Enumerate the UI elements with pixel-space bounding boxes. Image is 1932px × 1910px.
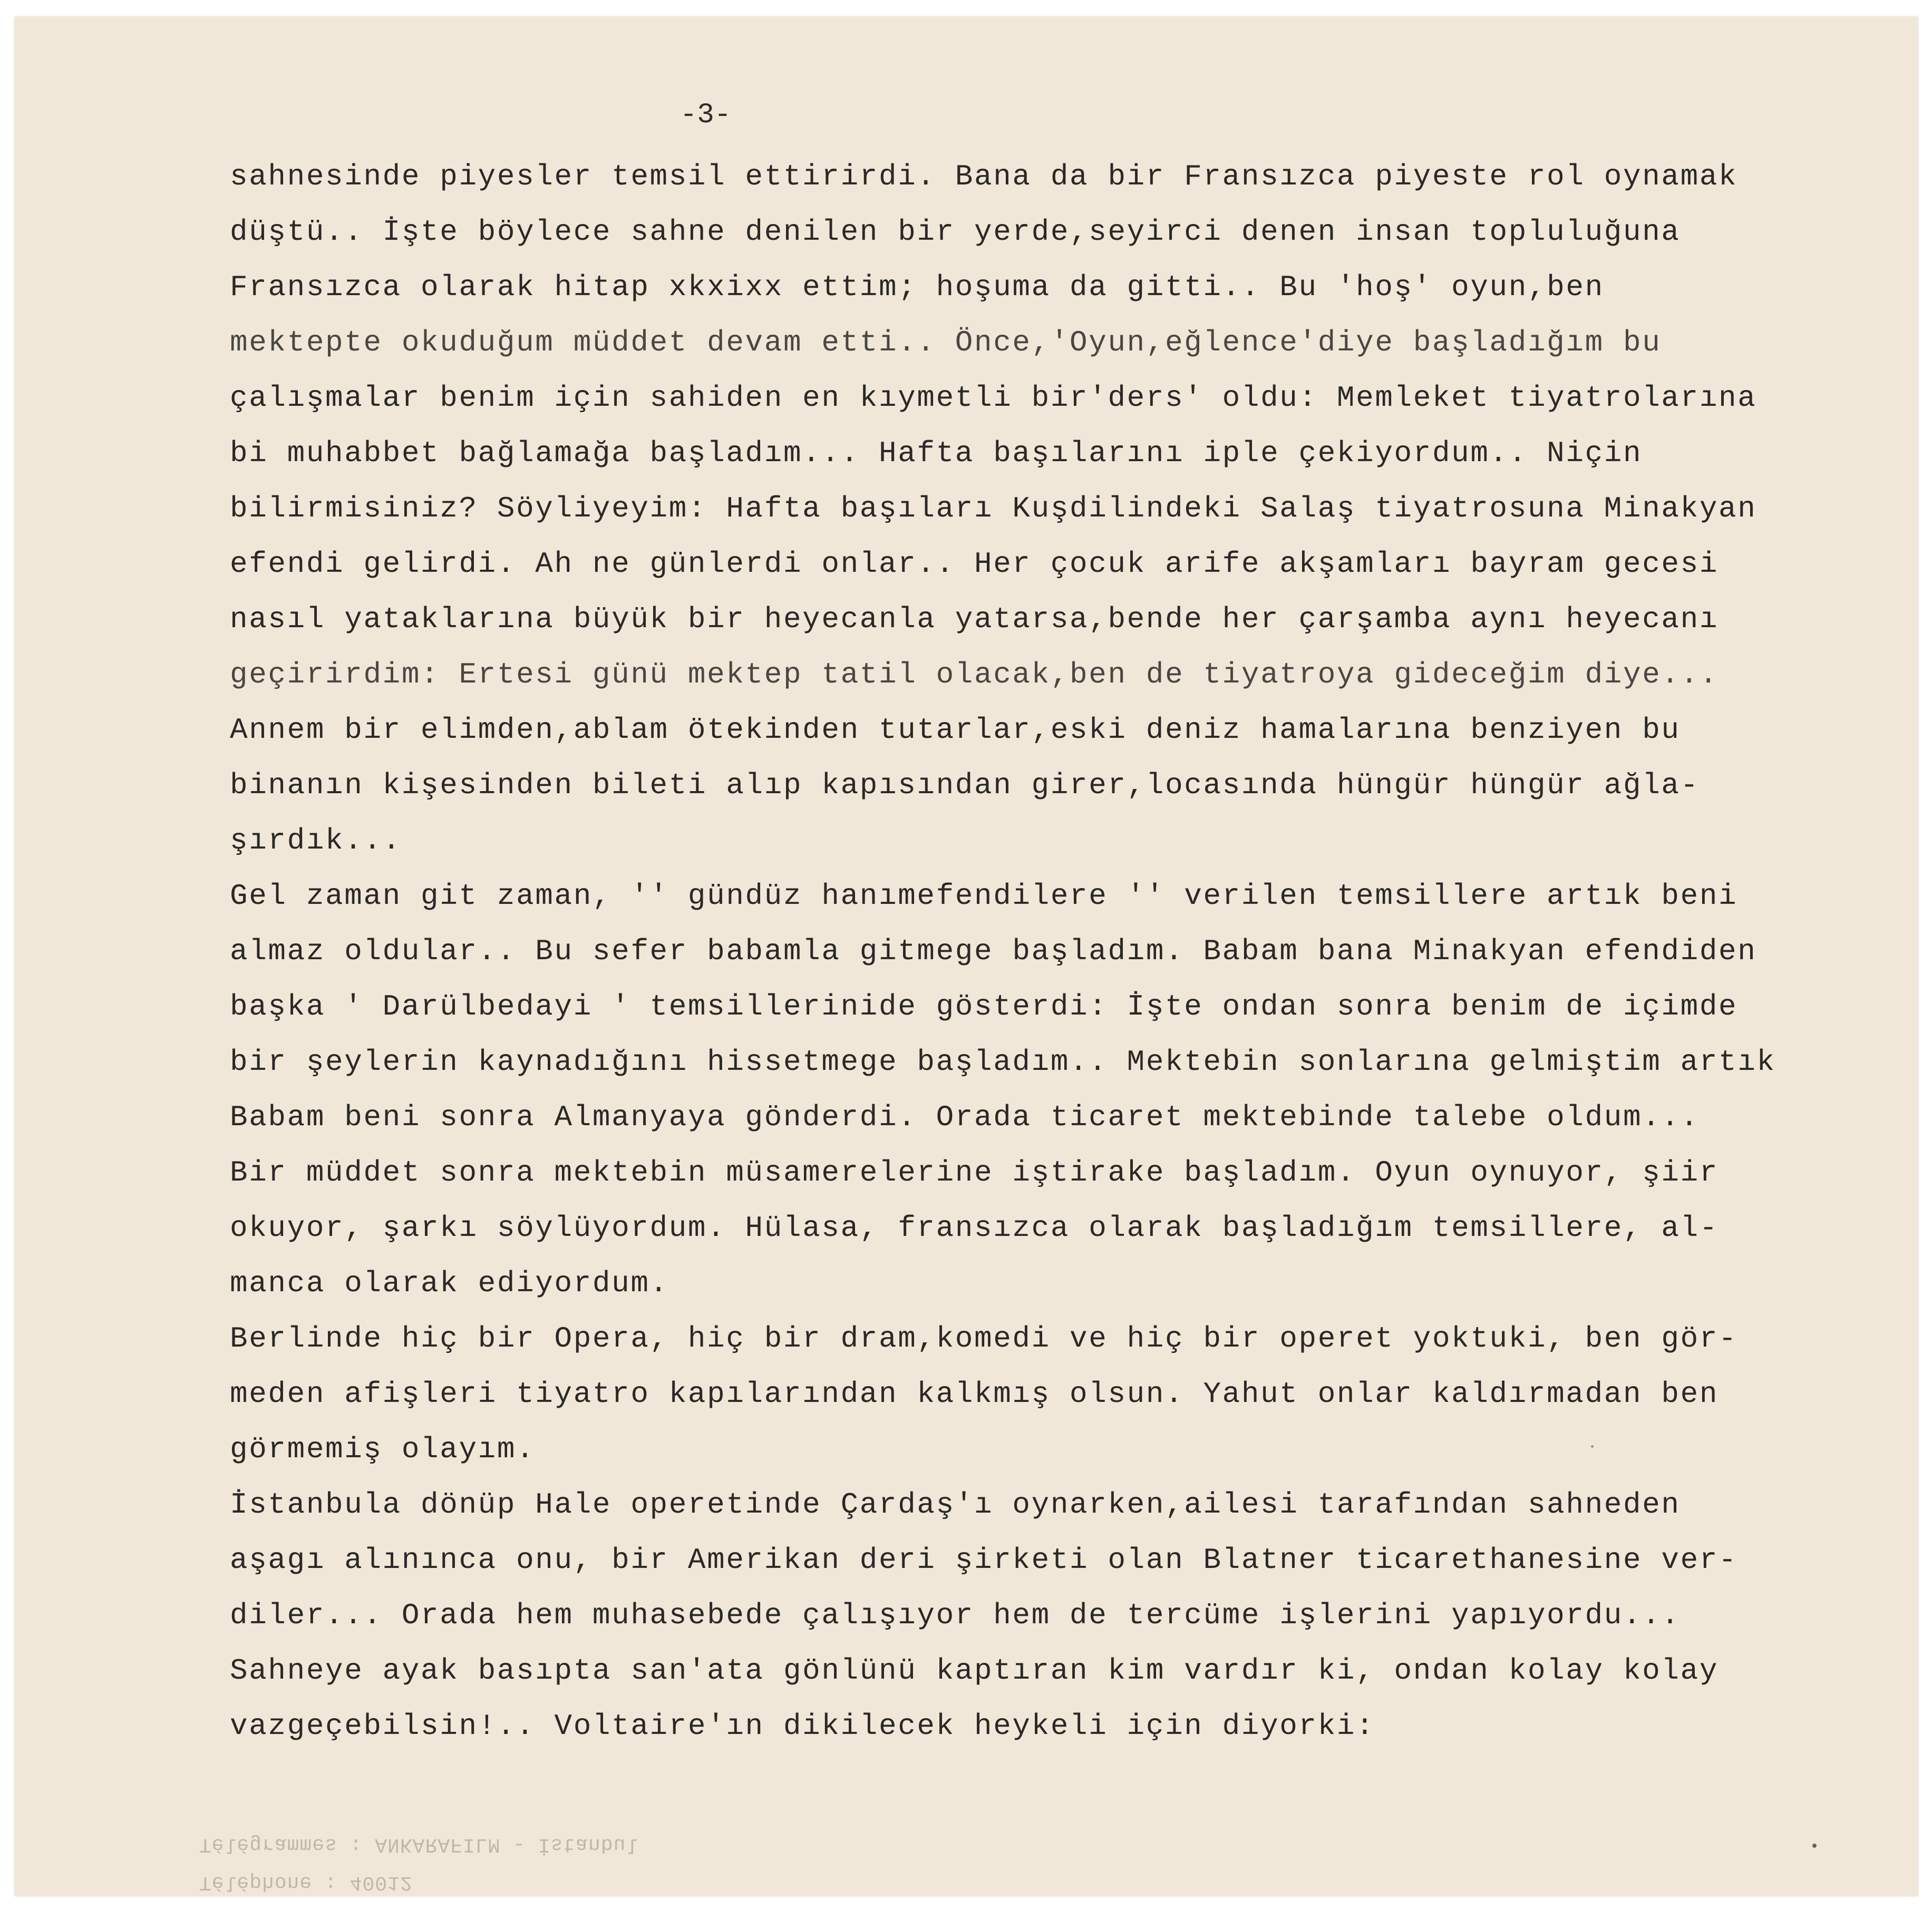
text-line: diler... Orada hem muhasebede çalışıyor hem de tercüme işlerini yapıyordu... <box>230 1599 1681 1632</box>
text-line: nasıl yataklarına büyük bir heyecanla yatarsa,bende her çarşamba aynı heyecanı <box>230 602 1719 636</box>
text-line: bir şeylerin kaynadığını hissetmege başladım.. Mektebin sonlarına gelmiştim artık <box>230 1045 1776 1079</box>
letterhead-telegram: Télégrammes : ANKARAFILM - İstanbul <box>199 1833 639 1856</box>
page-number: -3- <box>680 99 732 131</box>
text-line: manca olarak ediyordum. <box>230 1266 669 1300</box>
text-line: Gel zaman git zaman, '' gündüz hanımefendilere '' verilen temsillere artık beni <box>230 879 1738 913</box>
text-line: vazgeçebilsin!.. Voltaire'ın dikilecek heykeli için diyorki: <box>230 1709 1375 1743</box>
text-line: meden afişleri tiyatro kapılarından kalkmış olsun. Yahut onlar kaldırmadan ben <box>230 1377 1719 1411</box>
text-line: görmemiş olayım. <box>230 1432 536 1466</box>
text-line: bilirmisiniz? Söyliyeyim: Hafta başıları Kuşdilindeki Salaş tiyatrosuna Minakyan <box>230 492 1757 525</box>
text-line: geçirirdim: Ertesi günü mektep tatil olacak,ben de tiyatroya gideceğim diye... <box>230 658 1719 691</box>
ink-speck <box>1591 1445 1594 1448</box>
text-line: başka ' Darülbedayi ' temsillerinide gösterdi: İşte ondan sonra benim de içimde <box>230 990 1738 1024</box>
text-line: aşagı alınınca onu, bir Amerikan deri şirketi olan Blatner ticarethanesine ver- <box>230 1543 1738 1577</box>
text-line: Annem bir elimden,ablam ötekinden tutarlar,eski deniz hamalarına benziyen bu <box>230 713 1681 747</box>
text-line: Berlinde hiç bir Opera, hiç bir dram,komedi ve hiç bir operet yoktuki, ben gör- <box>230 1322 1738 1356</box>
text-line: düştü.. İşte böylece sahne denilen bir yerde,seyirci denen insan topluluğuna <box>230 215 1681 249</box>
text-line: mektepte okuduğum müddet devam etti.. Önce,'Oyun,eğlence'diye başladığım bu <box>230 326 1662 359</box>
text-line: bi muhabbet bağlamağa başladım... Hafta başılarını iple çekiyordum.. Niçin <box>230 436 1643 470</box>
text-line: Babam beni sonra Almanyaya gönderdi. Orada ticaret mektebinde talebe oldum... <box>230 1100 1700 1134</box>
text-line: okuyor, şarkı söylüyordum. Hülasa, fransızca olarak başladığım temsillere, al- <box>230 1211 1719 1245</box>
text-line: binanın kişesinden bileti alıp kapısından girer,locasında hüngür hüngür ağla- <box>230 768 1700 802</box>
typed-page <box>15 17 1918 1896</box>
text-line: Sahneye ayak basıpta san'ata gönlünü kaptıran kim vardır ki, ondan kolay kolay <box>230 1654 1719 1688</box>
text-line: efendi gelirdi. Ah ne günlerdi onlar.. Her çocuk arife akşamları bayram gecesi <box>230 547 1719 581</box>
text-line: sahnesinde piyesler temsil ettirirdi. Bana da bir Fransızca piyeste rol oynamak <box>230 160 1738 193</box>
text-line: Bir müddet sonra mektebin müsamerelerine iştirake başladım. Oyun oynuyor, şiir <box>230 1156 1719 1190</box>
text-line: almaz oldular.. Bu sefer babamla gitmege başladım. Babam bana Minakyan efendiden <box>230 934 1757 968</box>
text-line: İstanbula dönüp Hale operetinde Çardaş'ı oynarken,ailesi tarafından sahneden <box>230 1488 1681 1522</box>
text-line: çalışmalar benim için sahiden en kıymetli bir'ders' oldu: Memleket tiyatrolarına <box>230 381 1757 415</box>
text-line: Fransızca olarak hitap xkxixx ettim; hoşuma da gitti.. Bu 'hoş' oyun,ben <box>230 270 1604 304</box>
ink-speck <box>1812 1844 1817 1848</box>
letterhead-telephone: Téléphone : 40012 <box>199 1871 413 1894</box>
text-line: şırdık... <box>230 824 402 857</box>
